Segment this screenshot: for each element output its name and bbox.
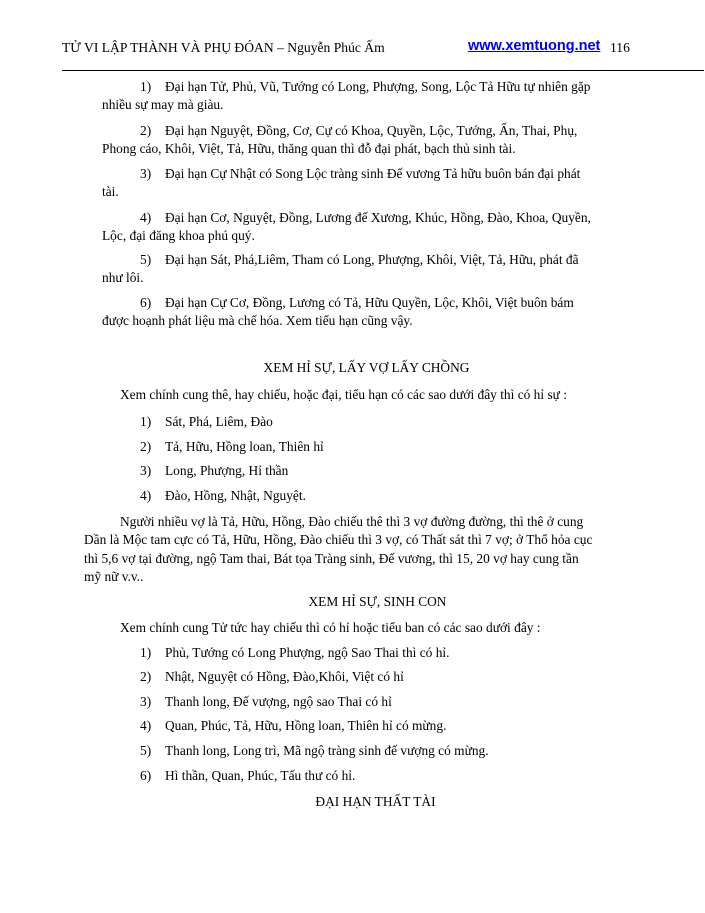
section-intro: Xem chính cung thê, hay chiếu, hoặc đại, tiểu hạn có các sao dưới đây thì có hỉ sự : xyxy=(120,387,567,402)
paragraph-line: Người nhiều vợ là Tả, Hữu, Hồng, Đào chiếu thê thì 3 vợ đường đường, thì thê ở cung xyxy=(120,514,584,529)
list-item-number: 4) xyxy=(140,718,152,733)
list-item-text: Hì thần, Quan, Phúc, Tấu thư có hỉ. xyxy=(165,768,356,783)
list-item-text-cont: như lôi. xyxy=(102,270,144,285)
section-heading-marriage: XEM HỈ SỰ, LẤY VỢ LẤY CHỒNG xyxy=(263,360,470,375)
list-item-text: Đại hạn Sát, Phá,Liêm, Tham có Long, Phượng, Khôi, Việt, Tả, Hữu, phát đã xyxy=(165,252,579,267)
paragraph-line: mỹ nữ v.v.. xyxy=(84,569,144,584)
section-heading-children: XEM HỈ SỰ, SINH CON xyxy=(308,594,447,609)
list-item-text: Đào, Hồng, Nhật, Nguyệt. xyxy=(165,488,306,503)
list-item-text: Nhật, Nguyệt có Hồng, Đào,Khôi, Việt có hỉ xyxy=(165,669,404,684)
list-item-text-cont: Lộc, đại đăng khoa phú quý. xyxy=(102,228,255,243)
list-item-number: 3) xyxy=(140,694,152,709)
list-item-text: Phủ, Tướng có Long Phượng, ngộ Sao Thai thì có hỉ. xyxy=(165,645,450,660)
list-item-text: Tả, Hữu, Hồng loan, Thiên hỉ xyxy=(165,439,324,454)
page-header xyxy=(62,40,647,62)
list-item-text: Thanh long, Long trì, Mã ngộ tràng sinh đế vượng có mừng. xyxy=(165,743,489,758)
section-intro: Xem chính cung Tử tức hay chiếu thì có hỉ hoặc tiểu ban có các sao dưới đây : xyxy=(120,620,541,635)
list-item-text: Thanh long, Đế vượng, ngộ sao Thai có hỉ xyxy=(165,694,392,709)
list-item-number: 3) xyxy=(140,166,152,181)
list-item-text: Long, Phượng, Hỉ thần xyxy=(165,463,289,478)
header-divider xyxy=(62,70,704,71)
list-item-text: Đại hạn Cự Nhật có Song Lộc tràng sinh Đế vương Tả hữu buôn bán đại phát xyxy=(165,166,581,181)
list-item-number: 6) xyxy=(140,295,152,310)
section-heading-loss: ĐẠI HẠN THẤT TÀI xyxy=(315,794,436,809)
list-item-number: 1) xyxy=(140,414,152,429)
list-item-text-cont: nhiều sự may mà giàu. xyxy=(102,97,224,112)
paragraph-line: Dần là Mộc tam cực có Tả, Hữu, Hồng, Đào chiếu thì 3 vợ, có Thất sát thì 7 vợ; ở Thổ hỏa cục xyxy=(84,532,593,547)
list-item-number: 5) xyxy=(140,743,152,758)
list-item-text: Đại hạn Nguyệt, Đồng, Cơ, Cự có Khoa, Quyền, Lộc, Tướng, Ấn, Thai, Phụ, xyxy=(165,123,578,138)
list-item-text-cont: Phong cáo, Khôi, Việt, Tả, Hữu, thăng quan thì đỗ đại phát, bạch thủ sinh tài. xyxy=(102,141,516,156)
list-item-number: 2) xyxy=(140,123,152,138)
list-item-text-cont: tài. xyxy=(102,184,119,199)
list-item-number: 4) xyxy=(140,488,152,503)
list-item-number: 4) xyxy=(140,210,152,225)
list-item-text: Quan, Phúc, Tả, Hữu, Hồng loan, Thiên hỉ có mừng. xyxy=(165,718,447,733)
list-item-text: Sát, Phá, Liêm, Đào xyxy=(165,414,273,429)
list-item-number: 6) xyxy=(140,768,152,783)
header-title: TỬ VI LẬP THÀNH VÀ PHỤ ĐÓAN – Nguyễn Phúc Ấm xyxy=(62,40,385,55)
list-item-number: 1) xyxy=(140,79,152,94)
paragraph-line: thì 5,6 vợ tại đường, ngộ Tam thai, Bát tọa Tràng sinh, Đế vương, thì 15, 20 vợ hay cung tần xyxy=(84,551,579,566)
list-item-text: Đại hạn Tử, Phủ, Vũ, Tướng có Long, Phượng, Song, Lộc Tả Hữu tự nhiên gặp xyxy=(165,79,591,94)
page-number: 116 xyxy=(610,40,630,55)
website-link[interactable]: www.xemtuong.net xyxy=(468,38,601,54)
list-item-number: 1) xyxy=(140,645,152,660)
list-item-number: 3) xyxy=(140,463,152,478)
list-item-number: 2) xyxy=(140,439,152,454)
list-item-text-cont: được hoạnh phát liệu mà chế hóa. Xem tiểu hạn cũng vậy. xyxy=(102,313,413,328)
list-item-number: 5) xyxy=(140,252,152,267)
list-item-number: 2) xyxy=(140,669,152,684)
list-item-text: Đại hạn Cơ, Nguyệt, Đồng, Lương đế Xương, Khúc, Hồng, Đào, Khoa, Quyền, xyxy=(165,210,591,225)
list-item-text: Đại hạn Cự Cơ, Đồng, Lương có Tả, Hữu Quyền, Lộc, Khôi, Việt buôn bám xyxy=(165,295,574,310)
